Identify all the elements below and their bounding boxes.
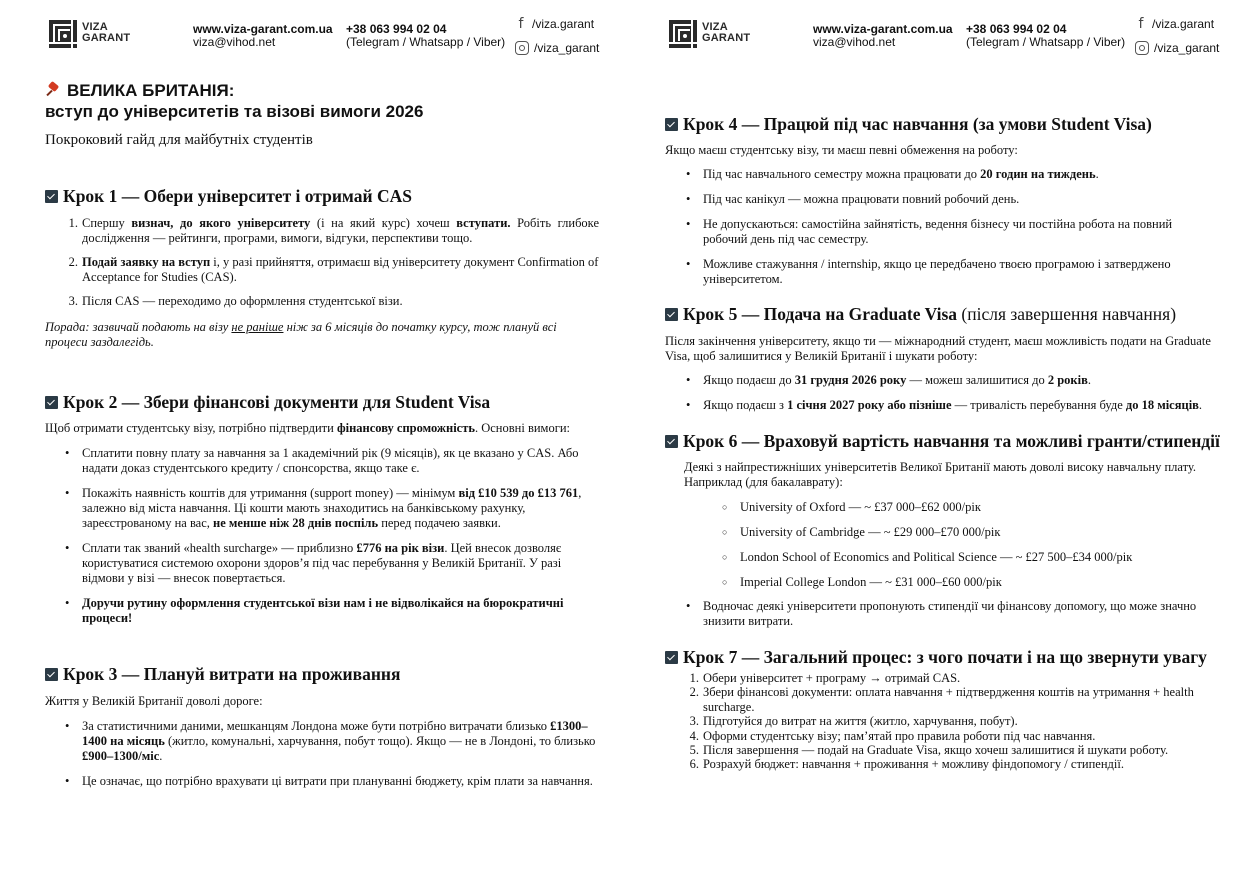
- facebook-link[interactable]: [1136, 14, 1219, 34]
- university-name: Imperial College London: [740, 575, 867, 589]
- bullet: •: [686, 257, 691, 271]
- list-item: • Під час канікул — можна працювати повний робочий день.: [686, 192, 1020, 206]
- facebook-icon: f: [1138, 15, 1144, 32]
- bullet: •: [65, 719, 70, 733]
- university-fee: ~ £37 000–£62 000/рік: [864, 500, 981, 514]
- step-3-intro: Життя у Великій Британії доволі дороге:: [45, 694, 263, 708]
- bullet: •: [686, 217, 691, 231]
- list-item: 2. Збери фінансові документи: оплата навчання + підтвердження коштів на утримання + health surcharge.: [703, 685, 1218, 714]
- messengers-label: (Telegram / Whatsapp / Viber): [966, 35, 1126, 49]
- facebook-icon: f: [518, 15, 524, 32]
- page-2: [620, 0, 1220, 878]
- list-item: 1. Обери університет + програму → отримай CAS.: [703, 671, 1218, 685]
- university-item: ○ University of Oxford — ~ £37 000–£62 000/рік: [722, 500, 981, 514]
- viza-garant-logo: [49, 20, 129, 50]
- step-6-heading-text: Крок 6 — Враховуй вартість навчання та можливі гранти/стипендії: [683, 431, 1220, 451]
- step-2-intro: Щоб отримати студентську візу, потрібно підтвердити фінансову спроможність. Основні вимоги:: [45, 421, 570, 435]
- logo-line-1: VIZA: [702, 21, 728, 33]
- pushpin-icon: [45, 83, 59, 97]
- social-links: [516, 14, 599, 58]
- step-2-heading-text: Крок 2 — Збери фінансові документи для Student Visa: [63, 392, 491, 412]
- facebook-handle: /viza.garant: [1152, 16, 1215, 31]
- bullet: •: [65, 446, 70, 460]
- contact-web: [193, 23, 333, 49]
- university-item: ○ London School of Economics and Political Science — ~ £27 500–£34 000/рік: [722, 550, 1133, 564]
- page-1: [0, 0, 600, 878]
- logo-line-1: VIZA: [82, 21, 108, 33]
- list-number: 5.: [689, 743, 699, 758]
- university-item: ○ University of Cambridge — ~ £29 000–£70 000/рік: [722, 525, 1001, 539]
- tip-label: Порада: [45, 320, 86, 334]
- list-item: 3. Після CAS — переходимо до оформлення студентської візи.: [82, 294, 599, 309]
- bullet: •: [65, 774, 70, 788]
- list-item: 4. Оформи студентську візу; пам’ятай про правила роботи під час навчання.: [703, 729, 1218, 743]
- list-item: • Якщо подаєш до 31 грудня 2026 року — можеш залишитися до 2 років.: [686, 373, 1091, 387]
- logo-line-2: GARANT: [702, 32, 751, 44]
- document-title: [45, 80, 423, 122]
- list-item: • Не допускаються: самостійна зайнятість, ведення бізнесу чи постійна робота на повний робочий день під час семестру.: [686, 217, 1173, 246]
- phone-number[interactable]: +38 063 994 02 04: [966, 22, 1067, 36]
- university-name: University of Oxford: [740, 500, 846, 514]
- step-1-heading-text: Крок 1 — Обери університет і отримай CAS: [63, 186, 412, 206]
- list-item: • Водночас деякі університети пропонують стипендії чи фінансову допомогу, що може значно знизити витрати.: [686, 599, 1197, 628]
- step-7-heading: [665, 646, 1207, 668]
- list-item: 1. Спершу визнач, до якого університету (і на який курс) хочеш вступати. Робіть глибоке дослідження — рейтинги, програми, вимоги, відгуки, перспективи тощо.: [82, 216, 599, 246]
- step-4-intro: Якщо маєш студентську візу, ти маєш певні обмеження на роботу:: [665, 143, 1018, 157]
- list-number: 1.: [68, 216, 78, 230]
- step-6-intro: Деякі з найпрестижніших університетів Великої Британії мають доволі високу навчальну плату. Наприклад (для бакалаврату):: [684, 460, 1197, 489]
- circle-bullet: ○: [722, 527, 728, 537]
- circle-bullet: ○: [722, 577, 728, 587]
- step-3-heading: [45, 663, 400, 685]
- logo-text: [702, 22, 750, 44]
- email-link[interactable]: viza@vihod.net: [813, 35, 896, 49]
- checkbox-checked-icon: [665, 308, 678, 321]
- step-5-heading-note: (після завершення навчання): [957, 304, 1177, 324]
- list-item: • Доручи рутину оформлення студентської візи нам і не відволікайся на бюрократичні процеси!: [65, 596, 564, 625]
- bullet: •: [65, 541, 70, 555]
- list-item: • Можливе стажування / internship, якщо це передбачено твоєю програмою і затверджено університетом.: [686, 257, 1171, 286]
- page-header: [0, 14, 600, 58]
- title-line-1: ВЕЛИКА БРИТАНІЯ:: [67, 81, 235, 100]
- social-links: [1136, 14, 1219, 58]
- contact-phone: [346, 23, 505, 49]
- list-number: 3.: [68, 294, 78, 308]
- title-line-2: вступ до університетів та візові вимоги 2026: [45, 102, 424, 121]
- bullet: •: [65, 596, 70, 610]
- list-item: • Сплати так званий «health surcharge» — приблизно £776 на рік візи. Цей внесок дозволяє користуватися системою охорони здоров’я під час перебування у Великій Британії. У разі відмови у візі — внесок повертається.: [65, 541, 562, 585]
- step-6-note-list: [686, 599, 1213, 629]
- circle-bullet: ○: [722, 502, 728, 512]
- bullet: •: [686, 192, 691, 206]
- step-1-tip: Порада: зазвичай подають на візу не раніше ніж за 6 місяців до початку курсу, тож плануй всі процеси заздалегідь.: [45, 320, 557, 349]
- step-7-list: [689, 671, 1218, 772]
- instagram-link[interactable]: [516, 38, 599, 58]
- viza-garant-logo: [669, 20, 749, 50]
- university-fee: ~ £29 000–£70 000/рік: [883, 525, 1001, 539]
- contact-web: [813, 23, 953, 49]
- checkbox-checked-icon: [665, 118, 678, 131]
- step-4-list: [686, 167, 1203, 287]
- step-3-heading-text: Крок 3 — Плануй витрати на проживання: [63, 664, 401, 684]
- list-item: 3. Підготуйся до витрат на життя (житло, харчування, побут).: [703, 714, 1218, 728]
- website-link[interactable]: www.viza-garant.com.ua: [813, 22, 953, 36]
- university-fees-list: [722, 500, 1220, 590]
- bullet: •: [686, 599, 691, 613]
- step-5-list: [686, 373, 1233, 413]
- phone-number[interactable]: +38 063 994 02 04: [346, 22, 447, 36]
- list-item: 6. Розрахуй бюджет: навчання + проживання + можливу фіндопомогу / стипендії.: [703, 757, 1218, 771]
- instagram-handle: /viza_garant: [534, 40, 600, 55]
- list-number: 1.: [689, 671, 699, 685]
- list-number: 2.: [689, 685, 699, 700]
- checkbox-checked-icon: [45, 396, 58, 409]
- logo-mark-icon: [49, 20, 77, 48]
- checkbox-checked-icon: [45, 190, 58, 203]
- bullet: •: [686, 167, 691, 181]
- email-link[interactable]: viza@vihod.net: [193, 35, 276, 49]
- step-5-heading-text: Крок 5 — Подача на Graduate Visa: [683, 304, 958, 324]
- university-fee: ~ £31 000–£60 000/рік: [885, 575, 1002, 589]
- list-item: • За статистичними даними, мешканцям Лондона може бути потрібно витрачати близько £1300–1400 на місяць (житло, комунальні, харчування, побут тощо). Якщо — не в Лондоні, то близько £900–1300/міс.: [65, 719, 596, 763]
- list-number: 6.: [689, 757, 699, 772]
- checkbox-checked-icon: [665, 435, 678, 448]
- facebook-link[interactable]: [516, 14, 599, 34]
- step-4-heading-text: Крок 4 — Працюй під час навчання (за умови Student Visa): [683, 114, 1152, 134]
- logo-text: [82, 22, 130, 44]
- step-6-heading: [665, 430, 1220, 452]
- checkbox-checked-icon: [665, 651, 678, 664]
- list-item: • Під час навчального семестру можна працювати до 20 годин на тиждень.: [686, 167, 1099, 181]
- university-item: ○ Imperial College London — ~ £31 000–£60 000/рік: [722, 575, 1002, 589]
- document-subtitle: Покроковий гайд для майбутніх студентів: [45, 132, 313, 148]
- bullet: •: [65, 486, 70, 500]
- circle-bullet: ○: [722, 552, 728, 562]
- instagram-icon: [515, 41, 529, 55]
- list-item: • Сплатити повну плату за навчання за 1 академічний рік (9 місяців), як це вказано у CAS. Або надати доказ студентського кредиту / спонсорства, якщо таке є.: [65, 446, 579, 475]
- contact-phone: [966, 23, 1125, 49]
- list-number: 2.: [68, 255, 78, 269]
- instagram-handle: /viza_garant: [1154, 40, 1220, 55]
- instagram-link[interactable]: [1136, 38, 1219, 58]
- website-link[interactable]: www.viza-garant.com.ua: [193, 22, 333, 36]
- page-header: [620, 14, 1220, 58]
- step-2-list: [65, 446, 587, 626]
- bullet: •: [686, 398, 691, 412]
- step-4-heading: [665, 113, 1152, 135]
- messengers-label: (Telegram / Whatsapp / Viber): [346, 35, 506, 49]
- step-2-heading: [45, 391, 490, 413]
- list-item: • Якщо подаєш з 1 січня 2027 року або пізніше — тривалість перебування буде до 18 місяців.: [686, 398, 1203, 412]
- list-item: 5. Після завершення — подай на Graduate Visa, якщо хочеш залишитися й шукати роботу.: [703, 743, 1218, 757]
- bullet: •: [686, 373, 691, 387]
- list-item: 2. Подай заявку на вступ і, у разі прийняття, отримаєш від університету документ Confirmation of Acceptance for Studies (CAS).: [82, 255, 599, 285]
- university-name: University of Cambridge: [740, 525, 865, 539]
- step-7-heading-text: Крок 7 — Загальний процес: з чого почати і на що звернути увагу: [683, 647, 1207, 667]
- university-name: London School of Economics and Political Science: [740, 550, 997, 564]
- list-item: • Покажіть наявність коштів для утримання (support money) — мінімум від £10 539 до £13 761, залежно від міста навчання. Ці кошти мають знаходитись на банківському рахунку, зареєстрованому на вас, не менше ніж 28 днів поспіль перед подачею заявки.: [65, 486, 582, 530]
- step-1-list: [68, 216, 599, 309]
- logo-mark-icon: [669, 20, 697, 48]
- step-3-list: [65, 719, 597, 789]
- list-item: • Це означає, що потрібно врахувати ці витрати при плануванні бюджету, крім плати за навчання.: [65, 774, 593, 788]
- step-5-intro: Після закінчення університету, якщо ти — міжнародний студент, маєш можливість подати на Graduate Visa, щоб залишитися у Великій Британії і шукати роботу:: [665, 334, 1211, 363]
- list-number: 4.: [689, 728, 699, 743]
- step-5-heading: [665, 303, 1176, 325]
- list-number: 3.: [689, 714, 699, 729]
- logo-line-2: GARANT: [82, 32, 131, 44]
- checkbox-checked-icon: [45, 668, 58, 681]
- facebook-handle: /viza.garant: [532, 16, 595, 31]
- instagram-icon: [1135, 41, 1149, 55]
- step-1-heading: [45, 185, 412, 207]
- university-fee: ~ £27 500–£34 000/рік: [1015, 550, 1133, 564]
